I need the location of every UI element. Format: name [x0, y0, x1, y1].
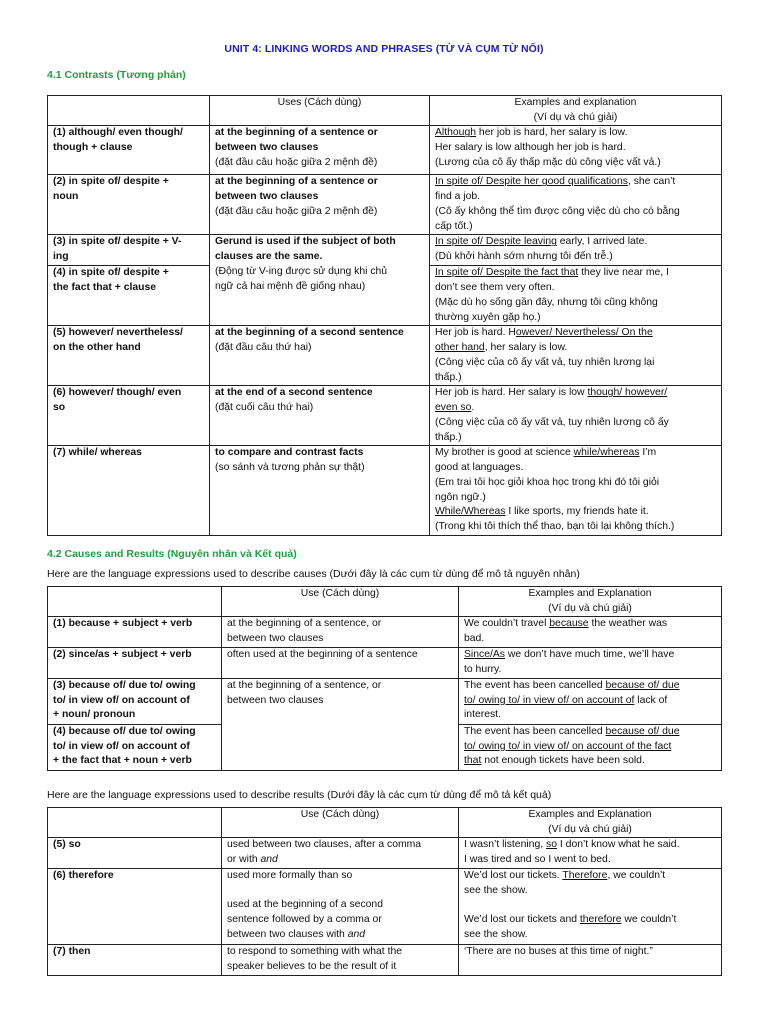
- example-cell: Her job is hard. However/ Nevertheless/ On the other hand, her salary is low. (Công việc của cô ấy vất vả, tuy nhiên lương lại thấp.): [430, 326, 722, 386]
- use-cell: often used at the beginning of a sentence: [222, 648, 459, 678]
- section-heading-causes-results: 4.2 Causes and Results (Nguyên nhân và Kết quả): [47, 548, 297, 560]
- example-cell: In spite of/ Despite the fact that they live near me, I don’t see them very often. (Mặc dù họ sống gần đây, nhưng tôi cũng không thường xuyên gặp họ.): [430, 266, 722, 326]
- example-cell: In spite of/ Despite leaving early, I arrived late. (Dù khởi hành sớm nhưng tôi đến trễ.): [430, 235, 722, 266]
- term-cell: (6) therefore: [48, 869, 222, 945]
- uses-cell: to compare and contrast facts (so sánh và tương phản sự thật): [210, 446, 430, 536]
- uses-cell: at the beginning of a second sentence (đặt đầu câu thứ hai): [210, 326, 430, 386]
- header-empty: [48, 96, 210, 126]
- header-examples: Examples and Explanation (Ví dụ và chú giải): [459, 808, 722, 838]
- term-cell: (3) because of/ due to/ owing to/ in view of/ on account of + noun/ pronoun: [48, 678, 222, 724]
- section-heading-contrasts: 4.1 Contrasts (Tương phản): [47, 69, 186, 81]
- example-cell: The event has been cancelled because of/ due to/ owing to/ in view of/ on account of the fact that not enough tickets have been sold.: [459, 724, 722, 770]
- term-cell: (6) however/ though/ even so: [48, 386, 210, 446]
- causes-table: [47, 586, 722, 771]
- table-row: [48, 175, 722, 235]
- causes-intro: Here are the language expressions used to describe causes (Dưới đây là các cụm từ dùng để mô tả nguyên nhân): [47, 568, 580, 580]
- uses-cell: at the end of a second sentence (đặt cuối câu thứ hai): [210, 386, 430, 446]
- term-cell: (1) although/ even though/ though + clause: [48, 126, 210, 175]
- table-header-row: [48, 808, 722, 838]
- results-table: [47, 807, 722, 976]
- term-cell: (5) however/ nevertheless/ on the other hand: [48, 326, 210, 386]
- use-cell: at the beginning of a sentence, or between two clauses: [222, 617, 459, 648]
- results-intro: Here are the language expressions used to describe results (Dưới đây là các cụm từ dùng để mô tả kết quả): [47, 789, 552, 801]
- document-title: UNIT 4: LINKING WORDS AND PHRASES (TỪ VÀ CỤM TỪ NỐI): [224, 43, 544, 55]
- header-use: Use (Cách dùng): [222, 587, 459, 617]
- term-cell: (4) in spite of/ despite + the fact that + clause: [48, 266, 210, 326]
- term-cell: (1) because + subject + verb: [48, 617, 222, 648]
- table-row: [48, 617, 722, 648]
- example-cell: In spite of/ Despite her good qualifications, she can’t find a job. (Cô ấy không thể tìm được công việc dù cho có bằng cấp tốt.): [430, 175, 722, 235]
- term-cell: (7) then: [48, 945, 222, 976]
- table-row: [48, 678, 722, 724]
- header-uses: Uses (Cách dùng): [210, 96, 430, 126]
- term-cell: (4) because of/ due to/ owing to/ in view of/ on account of + the fact that + noun + verb: [48, 724, 222, 770]
- table-header-row: [48, 96, 722, 126]
- term-cell: (2) in spite of/ despite + noun: [48, 175, 210, 235]
- term-cell: (2) since/as + subject + verb: [48, 648, 222, 678]
- example-cell: We’d lost our tickets. Therefore, we couldn’t see the show. We’d lost our tickets and therefore we couldn’t see the show.: [459, 869, 722, 945]
- table-row: [48, 869, 722, 945]
- example-cell: Since/As we don’t have much time, we’ll have to hurry.: [459, 648, 722, 678]
- table-row: [48, 648, 722, 678]
- table-row: [48, 386, 722, 446]
- example-cell: ‘There are no buses at this time of night.”: [459, 945, 722, 976]
- contrasts-table: [47, 95, 722, 536]
- use-cell: at the beginning of a sentence, or between two clauses: [222, 678, 459, 770]
- example-cell: I wasn’t listening, so I don’t know what he said. I was tired and so I went to bed.: [459, 838, 722, 869]
- term-cell: (3) in spite of/ despite + V- ing: [48, 235, 210, 266]
- header-examples: Examples and explanation (Ví dụ và chú giải): [430, 96, 722, 126]
- use-cell: to respond to something with what the speaker believes to be the result of it: [222, 945, 459, 976]
- table-row: [48, 126, 722, 175]
- uses-cell: at the beginning of a sentence or between two clauses (đặt đầu câu hoặc giữa 2 mệnh đề): [210, 126, 430, 175]
- example-cell: Although her job is hard, her salary is low. Her salary is low although her job is hard. (Lương của cô ấy thấp mặc dù công việc vất vả.): [430, 126, 722, 175]
- table-header-row: [48, 587, 722, 617]
- use-cell: used more formally than so used at the beginning of a second sentence followed by a comma or between two clauses with and: [222, 869, 459, 945]
- header-examples: Examples and Explanation (Ví dụ và chú giải): [459, 587, 722, 617]
- example-cell: My brother is good at science while/whereas I’m good at languages. (Em trai tôi học giỏi khoa học trong khi đó tôi giỏi ngôn ngữ.) While/Whereas I like sports, my friends hate it. (Trong khi tôi thích thể thao, bạn tôi lại không thích.): [430, 446, 722, 536]
- term-cell: (5) so: [48, 838, 222, 869]
- table-row: [48, 326, 722, 386]
- example-cell: Her job is hard. Her salary is low though/ however/ even so. (Công việc của cô ấy vất vả, tuy nhiên lương cô ấy thấp.): [430, 386, 722, 446]
- header-empty: [48, 587, 222, 617]
- uses-cell: Gerund is used if the subject of both clauses are the same. (Động từ V-ing được sử dụng khi chủ ngữ cả hai mệnh đề giống nhau): [210, 235, 430, 326]
- table-row: [48, 838, 722, 869]
- table-row: [48, 446, 722, 536]
- term-cell: (7) while/ whereas: [48, 446, 210, 536]
- uses-cell: at the beginning of a sentence or between two clauses (đặt đầu câu hoặc giữa 2 mệnh đề): [210, 175, 430, 235]
- example-cell: The event has been cancelled because of/ due to/ owing to/ in view of/ on account of lack of interest.: [459, 678, 722, 724]
- table-row: [48, 945, 722, 976]
- header-empty: [48, 808, 222, 838]
- use-cell: used between two clauses, after a comma or with and: [222, 838, 459, 869]
- table-row: [48, 235, 722, 266]
- example-cell: We couldn’t travel because the weather was bad.: [459, 617, 722, 648]
- header-use: Use (Cách dùng): [222, 808, 459, 838]
